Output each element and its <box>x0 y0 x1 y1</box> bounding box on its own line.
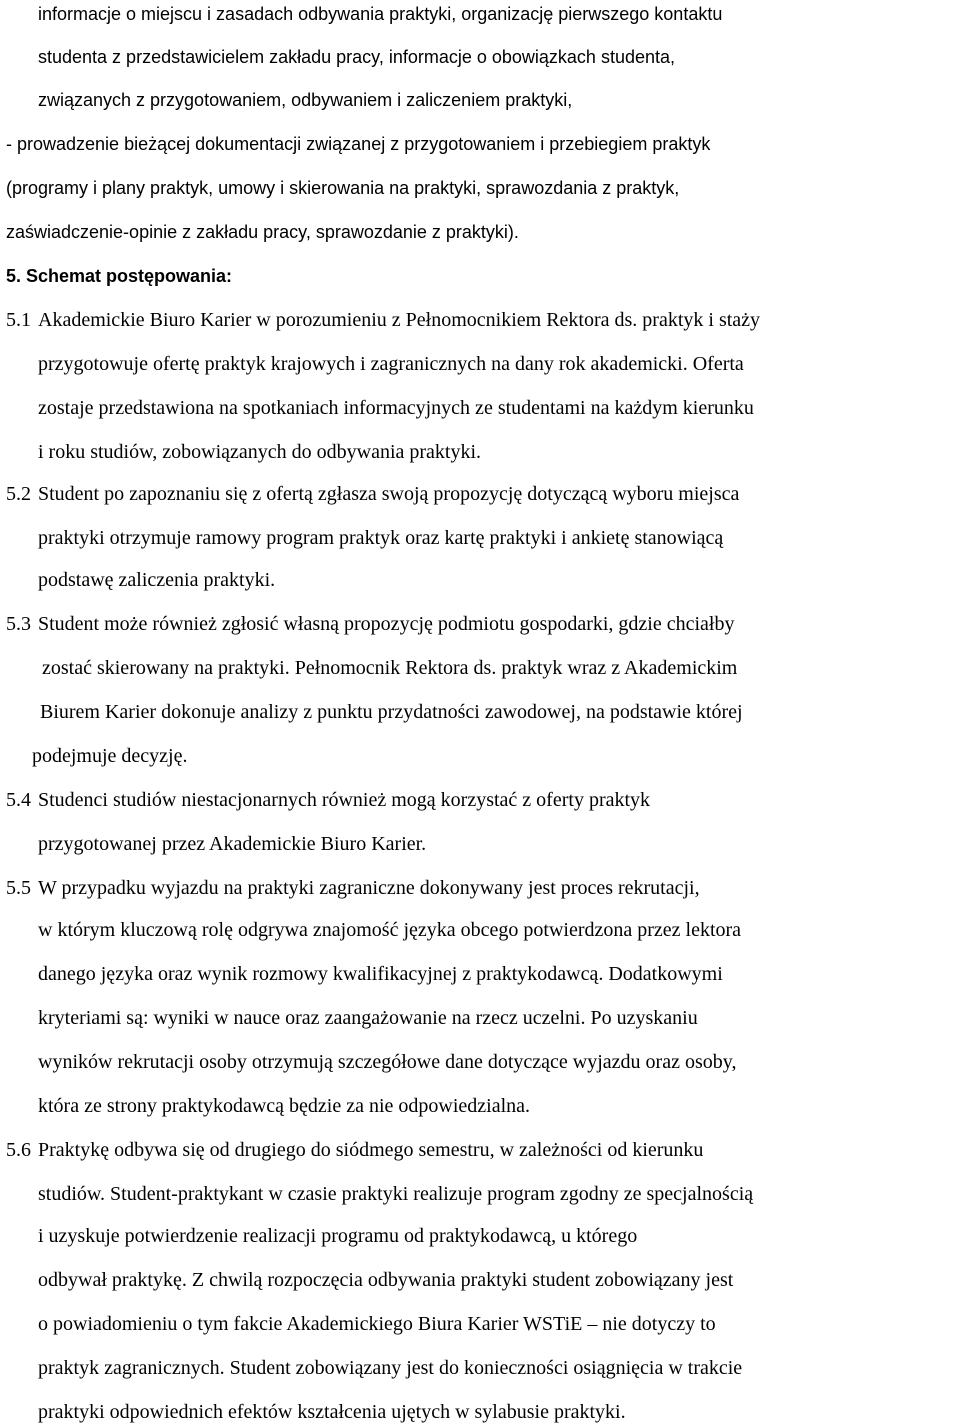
item-number: 5.1 <box>6 309 31 331</box>
item-number: 5.4 <box>6 789 31 811</box>
item-line: w którym kluczową rolę odgrywa znajomość języka obcego potwierdzona przez lektora <box>38 919 742 941</box>
item-line: wyników rekrutacji osoby otrzymują szczegółowe dane dotyczące wyjazdu oraz osoby, <box>38 1051 737 1073</box>
intro-line: związanych z przygotowaniem, odbywaniem i zaliczeniem praktyki, <box>38 90 573 110</box>
item-line: Studenci studiów niestacjonarnych również mogą korzystać z oferty praktyk <box>38 789 651 811</box>
item-line: podstawę zaliczenia praktyki. <box>38 569 276 591</box>
item-line: przygotowanej przez Akademickie Biuro Karier. <box>38 833 427 855</box>
item-number: 5.6 <box>6 1139 31 1161</box>
item-line: przygotowuje ofertę praktyk krajowych i zagranicznych na dany rok akademicki. Oferta <box>38 353 744 375</box>
item-line: która ze strony praktykodawcą będzie za nie odpowiedzialna. <box>38 1095 531 1117</box>
item-line: praktyki odpowiednich efektów kształcenia ujętych w sylabusie praktyki. <box>38 1401 626 1423</box>
intro-line: (programy i plany praktyk, umowy i skierowania na praktyki, sprawozdania z praktyk, <box>6 178 680 198</box>
item-line: o powiadomieniu o tym fakcie Akademickiego Biura Karier WSTiE – nie dotyczy to <box>38 1313 716 1335</box>
item-line: Biurem Karier dokonuje analizy z punktu przydatności zawodowej, na podstawie której <box>40 701 743 723</box>
item-line: Praktykę odbywa się od drugiego do siódmego semestru, w zależności od kierunku <box>38 1139 704 1161</box>
intro-line: studenta z przedstawicielem zakładu pracy, informacje o obowiązkach studenta, <box>38 47 675 67</box>
item-line: Akademickie Biuro Karier w porozumieniu z Pełnomocnikiem Rektora ds. praktyk i staży <box>38 309 761 331</box>
item-line: Student po zapoznaniu się z ofertą zgłasza swoją propozycję dotyczącą wyboru miejsca <box>38 483 740 505</box>
item-line: i roku studiów, zobowiązanych do odbywania praktyki. <box>38 441 482 463</box>
item-line: praktyk zagranicznych. Student zobowiązany jest do konieczności osiągnięcia w trakcie <box>38 1357 743 1379</box>
item-line: praktyki otrzymuje ramowy program praktyk oraz kartę praktyki i ankietę stanowiącą <box>38 527 724 549</box>
item-line: W przypadku wyjazdu na praktyki zagraniczne dokonywany jest proces rekrutacji, <box>38 877 700 899</box>
item-line: i uzyskuje potwierdzenie realizacji programu od praktykodawcą, u którego <box>38 1225 638 1247</box>
item-line: kryteriami są: wyniki w nauce oraz zaangażowanie na rzecz uczelni. Po uzyskaniu <box>38 1007 698 1029</box>
item-line: zostaje przedstawiona na spotkaniach informacyjnych ze studentami na każdym kierunku <box>38 397 754 419</box>
item-number: 5.5 <box>6 877 31 899</box>
item-number: 5.3 <box>6 613 31 635</box>
item-number: 5.2 <box>6 483 31 505</box>
intro-line: informacje o miejscu i zasadach odbywania praktyki, organizację pierwszego kontaktu <box>38 4 723 24</box>
item-line: Student może również zgłosić własną propozycję podmiotu gospodarki, gdzie chciałby <box>38 613 735 635</box>
item-line: zostać skierowany na praktyki. Pełnomocnik Rektora ds. praktyk wraz z Akademickim <box>42 657 738 679</box>
intro-line: - prowadzenie bieżącej dokumentacji związanej z przygotowaniem i przebiegiem praktyk <box>6 134 711 154</box>
item-line: studiów. Student-praktykant w czasie praktyki realizuje program zgodny ze specjalnością <box>38 1183 754 1205</box>
item-line: danego języka oraz wynik rozmowy kwalifikacyjnej z praktykodawcą. Dodatkowymi <box>38 963 723 985</box>
item-line: odbywał praktykę. Z chwilą rozpoczęcia odbywania praktyki student zobowiązany jest <box>38 1269 734 1291</box>
intro-line: zaświadczenie-opinie z zakładu pracy, sprawozdanie z praktyki). <box>6 222 519 242</box>
item-line: podejmuje decyzję. <box>32 745 188 767</box>
section-heading: 5. Schemat postępowania: <box>6 266 233 286</box>
